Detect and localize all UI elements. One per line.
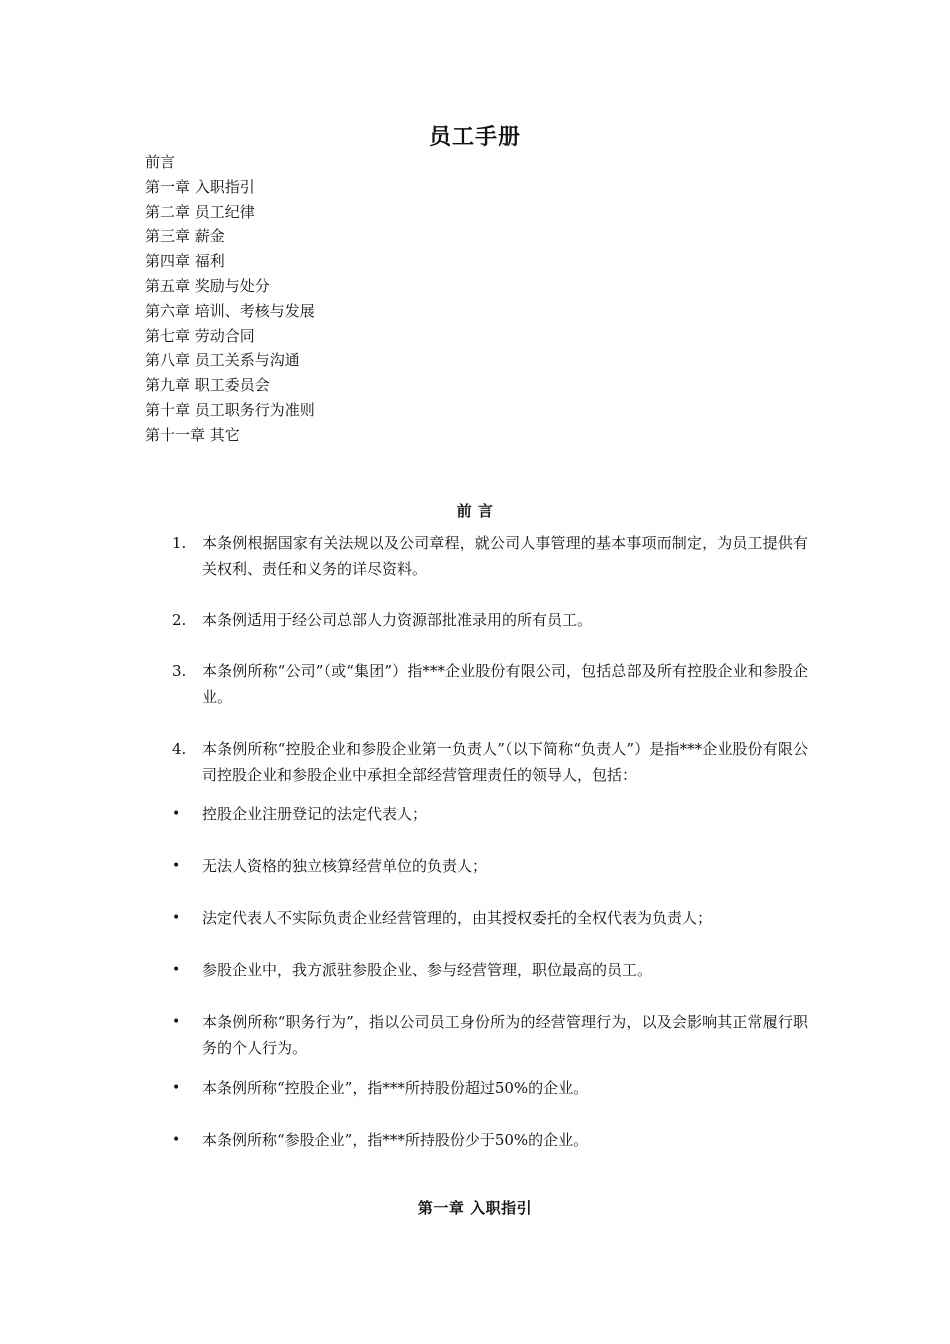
bullet-text: 法定代表人不实际负责企业经营管理的，由其授权委托的全权代表为负责人； [202, 909, 713, 927]
toc-item-chapter-10: 第十章 员工职务行为准则 [145, 400, 315, 419]
item-number: 4. [172, 740, 187, 758]
bullet-icon: • [172, 910, 181, 926]
chapter-1-heading: 第一章 入职指引 [417, 1199, 533, 1217]
toc-item-chapter-6: 第六章 培训、考核与发展 [145, 301, 315, 320]
toc-item-chapter-1: 第一章 入职指引 [145, 177, 255, 196]
bullet-text: 参股企业中，我方派驻参股企业、参与经营管理，职位最高的员工。 [202, 961, 653, 979]
item-number: 3. [172, 662, 187, 680]
toc-item-chapter-2: 第二章 员工纪律 [145, 202, 255, 221]
item-text: 本条例根据国家有关法规以及公司章程，就公司人事管理的基本事项而制定，为员工提供有关权利、责任和义务的详尽资料。 [202, 534, 808, 578]
item-text: 本条例所称“控股企业和参股企业第一负责人”（以下简称“负责人”）是指***企业股份有限公司控股企业和参股企业中承担全部经营管理责任的领导人，包括： [202, 740, 808, 784]
toc-item-chapter-4: 第四章 福利 [145, 252, 225, 271]
toc-item-chapter-8: 第八章 员工关系与沟通 [145, 351, 300, 370]
toc-item-chapter-7: 第七章 劳动合同 [145, 326, 255, 345]
toc-item-preface: 前言 [145, 153, 176, 171]
item-text: 本条例所称“公司”（或“集团”）指***企业股份有限公司，包括总部及所有控股企业和参股企业。 [202, 662, 808, 706]
bullet-text: 控股企业注册登记的法定代表人； [202, 805, 428, 823]
item-text: 本条例适用于经公司总部人力资源部批准录用的所有员工。 [202, 611, 593, 629]
bullet-text: 本条例所称“参股企业”，指***所持股份少于50%的企业。 [202, 1131, 589, 1149]
preface-heading: 前 言 [456, 502, 494, 520]
document-title: 员工手册 [428, 125, 521, 150]
bullet-icon: • [172, 806, 181, 822]
toc-item-chapter-11: 第十一章 其它 [145, 425, 240, 444]
bullet-text: 无法人资格的独立核算经营单位的负责人； [202, 857, 488, 875]
bullet-icon: • [172, 1132, 181, 1148]
bullet-icon: • [172, 1080, 181, 1096]
table-of-contents [145, 150, 315, 448]
item-number: 1. [172, 534, 187, 552]
toc-item-chapter-3: 第三章 薪金 [145, 227, 225, 246]
bullet-icon: • [172, 858, 181, 874]
toc-item-chapter-9: 第九章 职工委员会 [145, 376, 270, 395]
toc-item-chapter-5: 第五章 奖励与处分 [145, 276, 270, 295]
bullet-text: 本条例所称“职务行为”，指以公司员工身份所为的经营管理行为，以及会影响其正常履行职务的个人行为。 [202, 1013, 808, 1057]
bullet-icon: • [172, 1014, 181, 1030]
item-number: 2. [172, 611, 187, 629]
bullet-icon: • [172, 962, 181, 978]
bullet-text: 本条例所称“控股企业”，指***所持股份超过50%的企业。 [202, 1079, 589, 1097]
